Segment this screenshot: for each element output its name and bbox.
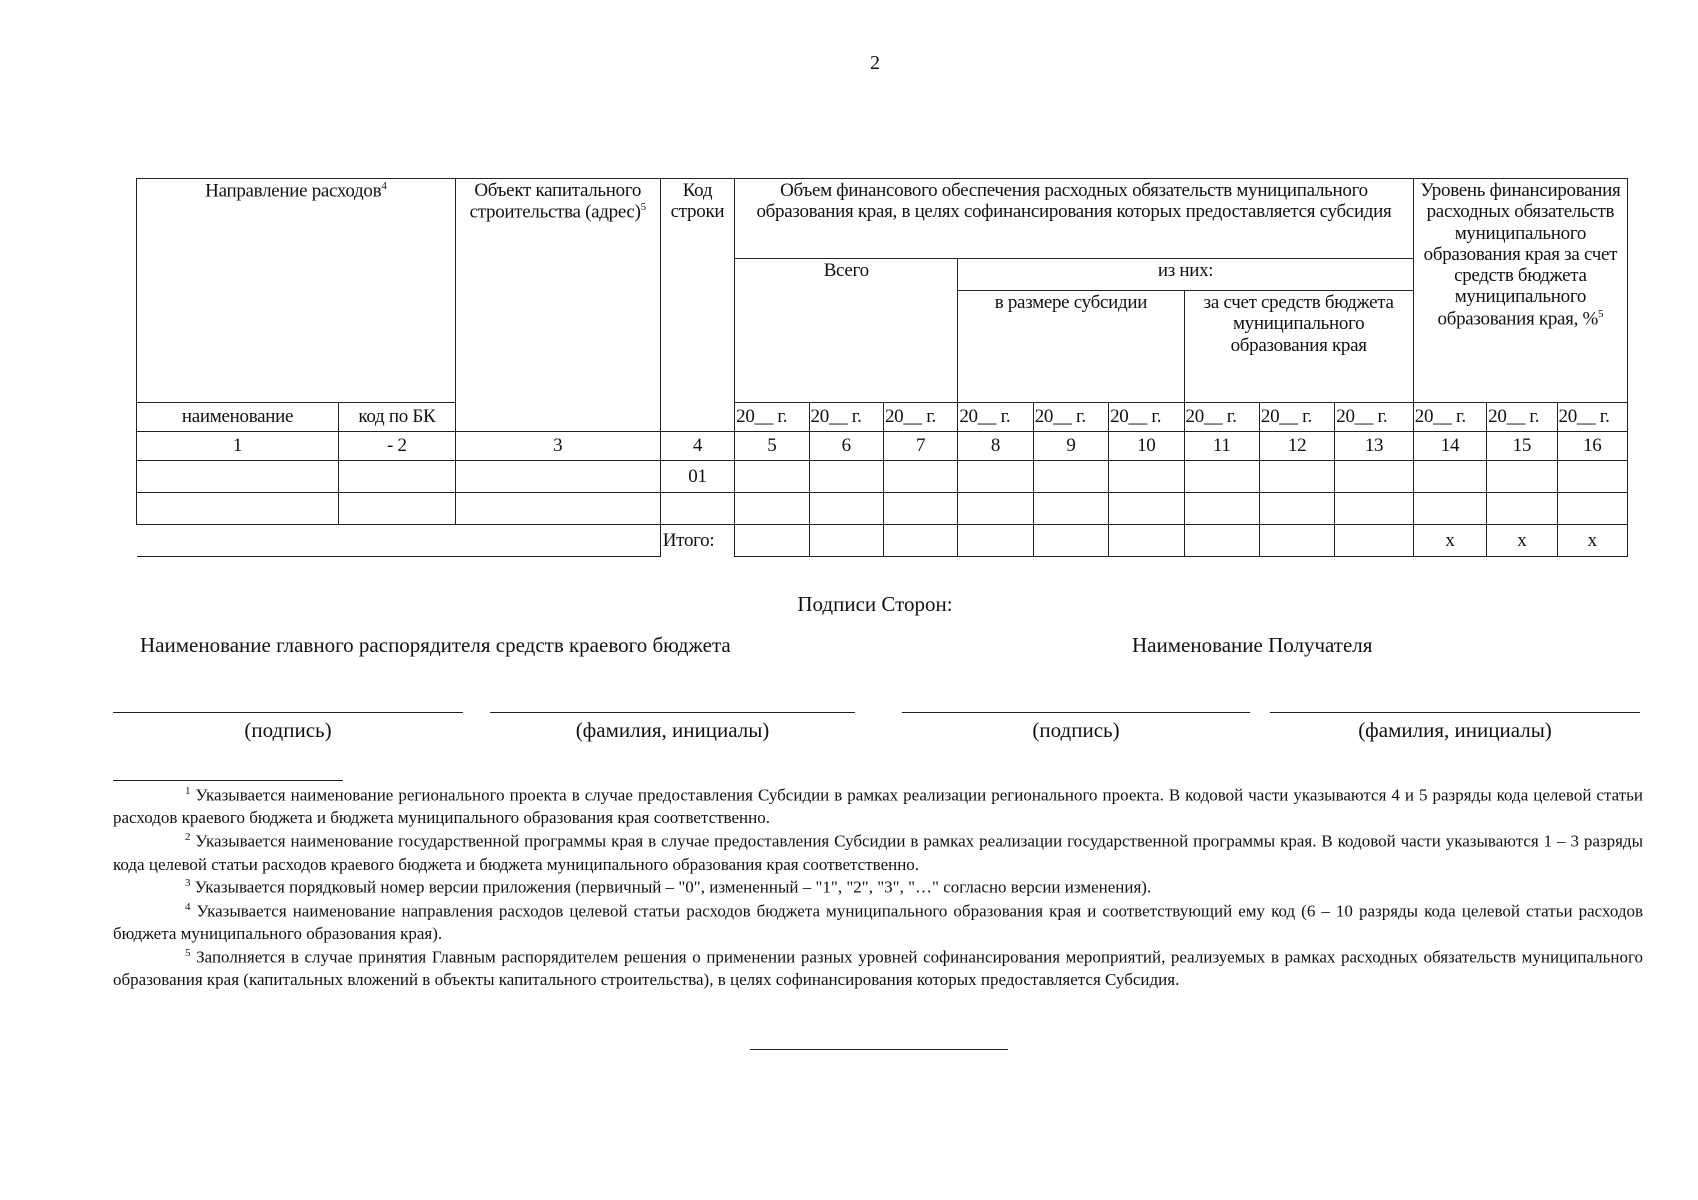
column-number: 1: [137, 432, 339, 461]
x-mark: х: [1487, 525, 1557, 557]
row-code: 01: [660, 461, 734, 493]
year-cell: 20__ г.: [1033, 403, 1108, 432]
table-cell: [1335, 461, 1414, 493]
left-party-name: Наименование главного распорядителя средств краевого бюджета: [140, 633, 731, 657]
table-cell: [1487, 493, 1557, 525]
signature-line: [490, 712, 855, 713]
table-cell: [1033, 461, 1108, 493]
footnote: $^2$ Указывается наименование государственной программы края в случае предоставления Субсидии в рамках реализации государственной программы края. В кодовой части указываются 1 – 3 разряды кода целевой статьи расходов краевого бюджета и бюджета муниципального образования края соответственно.: [113, 831, 1644, 874]
table-cell: [137, 493, 339, 525]
header-volume: Объем финансового обеспечения расходных обязательств муниципального образования края, в целях софинансирования которых предоставляется субсидия: [735, 179, 1414, 259]
table-cell: [1335, 493, 1414, 525]
column-number: 9: [1033, 432, 1108, 461]
table-cell: [958, 493, 1033, 525]
page-number: 2: [870, 52, 880, 74]
column-number: 5: [735, 432, 809, 461]
table-row: [137, 493, 1628, 525]
signatures-title: Подписи Сторон:: [797, 592, 953, 616]
right-name-caption: (фамилия, инициалы): [1358, 718, 1552, 742]
footnote: $^1$ Указывается наименование регионального проекта в случае предоставления Субсидии в рамках реализации регионального проекта. В кодовой части указываются 4 и 5 разряды кода целевой статьи расходов краевого бюджета и бюджета муниципального образования края соответственно.: [113, 785, 1643, 828]
header-bk-code: код по БК: [339, 403, 456, 432]
year-cell: 20__ г.: [883, 403, 957, 432]
empty-area: [137, 525, 661, 557]
header-of-them: из них:: [958, 259, 1413, 291]
total-label: Итого:: [660, 525, 734, 557]
table-cell: [339, 493, 456, 525]
x-mark: х: [1413, 525, 1486, 557]
table-cell: [1033, 525, 1108, 557]
table-cell: [1413, 461, 1486, 493]
year-cell: 20__ г.: [1184, 403, 1259, 432]
signature-line: [1270, 712, 1640, 713]
left-name-caption: (фамилия, инициалы): [575, 718, 770, 742]
right-signature-caption: (подпись): [1032, 718, 1120, 742]
end-rule: [750, 1049, 1008, 1050]
financing-table: [136, 178, 1628, 557]
table-cell: [1184, 461, 1259, 493]
column-number: - 2: [339, 432, 456, 461]
footnotes: [113, 784, 1643, 992]
year-cell: 20__ г.: [809, 403, 883, 432]
year-cell: 20__ г.: [1557, 403, 1627, 432]
table-cell: [1109, 493, 1184, 525]
year-cell: 20__ г.: [1335, 403, 1414, 432]
table-cell: [455, 461, 660, 493]
header-direction: Направление расходов$^4$: [137, 179, 456, 403]
year-cell: 20__ г.: [735, 403, 809, 432]
table-cell: [735, 461, 809, 493]
left-signature-caption: (подпись): [244, 718, 332, 742]
table-cell: [1487, 461, 1557, 493]
column-number: 8: [958, 432, 1033, 461]
year-cell: 20__ г.: [1487, 403, 1557, 432]
table-cell: [339, 461, 456, 493]
table-cell: [1259, 461, 1334, 493]
year-cell: 20__ г.: [1109, 403, 1184, 432]
table-cell: [1184, 525, 1259, 557]
footnote-separator: [113, 780, 343, 781]
table-row: [137, 461, 1628, 493]
footnote: $^3$ Указывается порядковый номер версии приложения (первичный – "0", измененный – "1", "2", "3", "…" согласно версии изменения).: [185, 877, 1152, 898]
header-total: Всего: [735, 259, 958, 403]
column-number: 16: [1557, 432, 1627, 461]
column-number: 4: [660, 432, 734, 461]
column-number: 6: [809, 432, 883, 461]
table-cell: [137, 461, 339, 493]
table-cell: [958, 525, 1033, 557]
table-cell: [735, 493, 809, 525]
table-cell: [1033, 493, 1108, 525]
table-cell: [1557, 461, 1627, 493]
header-level: Уровень финансирования расходных обязательств муниципального образования края за счет средств бюджета муниципального образования края, %$^5$: [1413, 179, 1627, 403]
year-cell: 20__ г.: [958, 403, 1033, 432]
x-mark: х: [1557, 525, 1627, 557]
table-cell: [1557, 493, 1627, 525]
signature-line: [113, 712, 463, 713]
table-cell: [958, 461, 1033, 493]
column-number: 7: [883, 432, 957, 461]
table-cell: [1335, 525, 1414, 557]
column-number: 12: [1259, 432, 1334, 461]
year-cell: 20__ г.: [1413, 403, 1486, 432]
table-cell: [455, 493, 660, 525]
table-cell: [735, 525, 809, 557]
footnote: $^5$ Заполняется в случае принятия Главным распорядителем решения о применении разных уровней софинансирования мероприятий, реализуемых в рамках расходных обязательств муниципального образования края (капитальных вложений в объекты капитального строительства), в целях софинансирования которых предоставляется Субсидия.: [113, 946, 1643, 990]
table-cell: [883, 461, 957, 493]
signature-line: [902, 712, 1250, 713]
table-cell: [809, 461, 883, 493]
header-code: Код строки: [660, 179, 734, 432]
table-cell: [809, 525, 883, 557]
table-cell: [883, 525, 957, 557]
table-cell: [1184, 493, 1259, 525]
total-row: [137, 525, 1628, 557]
column-number: 15: [1487, 432, 1557, 461]
table-cell: [1109, 525, 1184, 557]
table-cell: [809, 493, 883, 525]
header-object: Объект капитального строительства (адрес)$^5$: [455, 179, 660, 432]
table-cell: [1413, 493, 1486, 525]
table-cell: [1259, 493, 1334, 525]
column-number: 3: [455, 432, 660, 461]
table-cell: [883, 493, 957, 525]
column-number: 10: [1109, 432, 1184, 461]
header-name: наименование: [137, 403, 339, 432]
footnote: $^4$ Указывается наименование направления расходов целевой статьи расходов бюджета муниципального образования края и соответствующий ему код (6 – 10 разряды кода целевой статьи расходов бюджета муниципального образования края).: [113, 900, 1643, 944]
table-cell: [660, 493, 734, 525]
right-party-name: Наименование Получателя: [1132, 633, 1373, 657]
column-number: 14: [1413, 432, 1486, 461]
year-cell: 20__ г.: [1259, 403, 1334, 432]
table-cell: [1109, 461, 1184, 493]
column-number: 13: [1335, 432, 1414, 461]
column-number: 11: [1184, 432, 1259, 461]
header-subsidy: в размере субсидии: [958, 291, 1184, 403]
header-municipal: за счет средств бюджета муниципального образования края: [1184, 291, 1413, 403]
table-cell: [1259, 525, 1334, 557]
